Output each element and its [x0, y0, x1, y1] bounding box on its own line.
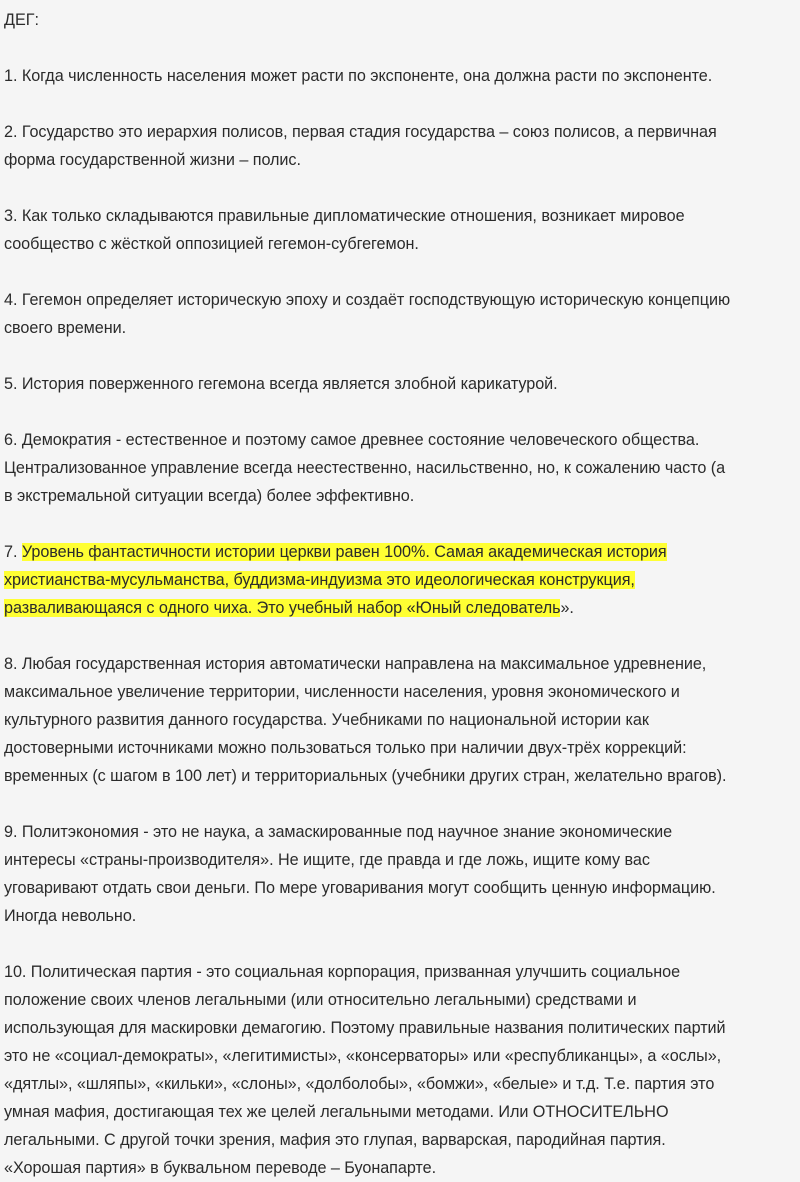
paragraph-7 — [4, 538, 794, 622]
paragraph-text-line: 9. Политэкономия - это не наука, а замаскированные под научное знание экономические — [4, 823, 673, 841]
paragraph-list — [4, 62, 794, 1182]
paragraph-10 — [4, 958, 794, 1182]
paragraph-9 — [4, 818, 794, 930]
paragraph-text-line: 4. Гегемон определяет историческую эпоху и создаёт господствующую историческую концепцию — [4, 291, 731, 309]
paragraph-text-line: 3. Как только складываются правильные дипломатические отношения, возникает мировое — [4, 207, 685, 225]
paragraph-text-line: легальными. С другой точки зрения, мафия это глупая, варварская, пародийная партия. — [4, 1131, 666, 1149]
document-heading: ДЕГ: — [4, 11, 40, 29]
paragraph-text-line: 5. История поверженного гегемона всегда является злобной карикатурой. — [4, 375, 558, 393]
paragraph-5 — [4, 370, 794, 398]
highlighted-text-line: христианства-мусульманства, буддизма-индуизма это идеологическая конструкция, — [4, 571, 635, 589]
paragraph-text-line: достоверными источниками можно пользоваться только при наличии двух-трёх коррекций: — [4, 739, 687, 757]
paragraph-text-line: сообщество с жёсткой оппозицией гегемон-субгегемон. — [4, 235, 419, 253]
paragraph-text-line: «Хорошая партия» в буквальном переводе – Буонапарте. — [4, 1159, 437, 1177]
paragraph-text-line: умная мафия, достигающая тех же целей легальными методами. Или ОТНОСИТЕЛЬНО — [4, 1103, 669, 1121]
paragraph-text-line: это не «социал-демократы», «легитимисты», «консерваторы» или «республиканцы», а «ослы», — [4, 1047, 722, 1065]
paragraph-text-line: Иногда невольно. — [4, 907, 137, 925]
paragraph-text-line: 8. Любая государственная история автоматически направлена на максимальное удревнение, — [4, 655, 707, 673]
paragraph-text-line: своего времени. — [4, 319, 127, 337]
paragraph-text-line: 6. Демократия - естественное и поэтому самое древнее состояние человеческого общества. — [4, 431, 700, 449]
paragraph-text-line: «дятлы», «шляпы», «кильки», «слоны», «долболобы», «бомжи», «белые» и т.д. Т.е. партия это — [4, 1075, 715, 1093]
paragraph-suffix: ». — [560, 599, 574, 617]
paragraph-text-line: уговаривают отдать свои деньги. По мере уговаривания могут сообщить ценную информацию. — [4, 879, 716, 897]
highlighted-text-line: Уровень фантастичности истории церкви равен 100%. Самая академическая история — [21, 543, 667, 561]
paragraph-text-line: положение своих членов легальными (или относительно легальными) средствами и — [4, 991, 637, 1009]
paragraph-text-line: 1. Когда численность населения может расти по экспоненте, она должна расти по экспоненте. — [4, 67, 713, 85]
paragraph-text-line: Централизованное управление всегда неестественно, насильственно, но, к сожалению часто (а — [4, 459, 726, 477]
paragraph-8 — [4, 650, 794, 790]
paragraph-text-line: максимальное увеличение территории, численности населения, уровня экономического и — [4, 683, 680, 701]
paragraph-1 — [4, 62, 794, 90]
paragraph-text-line: интересы «страны-производителя». Не ищите, где правда и где ложь, ищите кому вас — [4, 851, 650, 869]
paragraph-3 — [4, 202, 794, 258]
paragraph-number: 7. — [4, 543, 22, 561]
paragraph-6 — [4, 426, 794, 510]
paragraph-text-line: культурного развития данного государства. Учебниками по национальной истории как — [4, 711, 649, 729]
paragraph-text-line: форма государственной жизни – полис. — [4, 151, 301, 169]
paragraph-text-line: 2. Государство это иерархия полисов, первая стадия государства – союз полисов, а первичная — [4, 123, 717, 141]
highlighted-text-line: разваливающаяся с одного чиха. Это учебный набор «Юный следователь — [4, 599, 561, 617]
paragraph-text-line: 10. Политическая партия - это социальная корпорация, призванная улучшить социальное — [4, 963, 681, 981]
paragraph-4 — [4, 286, 794, 342]
paragraph-text-line: в экстремальной ситуации всегда) более эффективно. — [4, 487, 415, 505]
paragraph-text-line: использующая для маскировки демагогию. Поэтому правильные названия политических партий — [4, 1019, 726, 1037]
paragraph-text-line: временных (с шагом в 100 лет) и территориальных (учебники других стран, желательно врагов). — [4, 767, 727, 785]
paragraph-2 — [4, 118, 794, 174]
